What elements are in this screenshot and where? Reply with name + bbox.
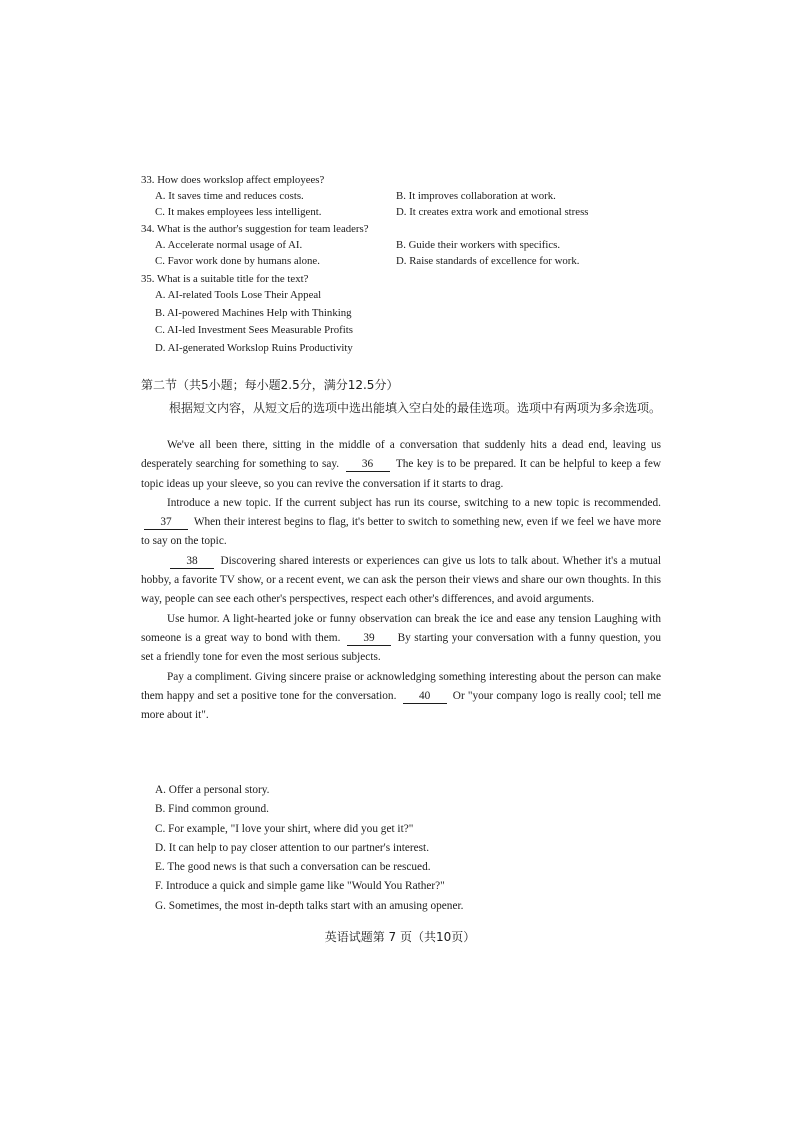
option-c: C. AI-led Investment Sees Measurable Profits (155, 324, 353, 336)
blank-37: 37 (144, 516, 188, 530)
passage-text: We've all been there, sitting in the middle of a conversation that suddenly hits a dead end, leaving us desperately searching for something to say. (141, 439, 661, 471)
blank-39: 39 (347, 632, 391, 646)
answer-option-g: G. Sometimes, the most in-depth talks start with an amusing opener. (155, 899, 464, 912)
option-d: D. It creates extra work and emotional stress (396, 206, 589, 218)
passage-paragraph-3 (141, 552, 661, 610)
answer-option-d: D. It can help to pay closer attention to our partner's interest. (155, 841, 430, 854)
passage-text: Or "your company logo is really cool; tell me more about it". (141, 689, 661, 722)
question-options (141, 188, 661, 220)
option-a: A. Accelerate normal usage of AI. (155, 239, 303, 251)
answer-options (155, 781, 463, 916)
passage-paragraph-5 (141, 668, 661, 726)
passage-paragraph-1 (141, 436, 661, 494)
page-footer: 英语试题第 7 页（共10页） (324, 930, 476, 944)
question-options (141, 237, 661, 269)
option-b: B. AI-powered Machines Help with Thinking (155, 306, 352, 319)
passage-text: When their interest begins to flag, it's better to switch to something new, even if we feel we have more to say on the topic. (141, 516, 662, 548)
option-a: A. It saves time and reduces costs. (155, 190, 304, 202)
question-stem: 35. What is a suitable title for the text? (141, 273, 309, 285)
passage-paragraph-4 (141, 610, 661, 668)
cloze-passage (141, 436, 661, 725)
option-c: C. It makes employees less intelligent. (155, 206, 322, 218)
passage-paragraph-2 (141, 494, 661, 552)
question-stem: 33. How does workslop affect employees? (141, 174, 325, 186)
blank-38: 38 (170, 555, 214, 569)
question-stem: 34. What is the author's suggestion for team leaders? (141, 223, 369, 235)
passage-text: The key is to be prepared. It can be helpful to keep a few topic ideas up your sleeve, so you can revive the conversation if it starts to drag. (141, 458, 662, 490)
option-d: D. Raise standards of excellence for work. (396, 255, 580, 267)
option-d: D. AI-generated Workslop Ruins Productivity (155, 341, 353, 354)
question-35 (141, 271, 661, 357)
blank-40: 40 (403, 690, 447, 704)
question-options (141, 287, 661, 357)
option-b: B. It improves collaboration at work. (396, 190, 556, 202)
blank-36: 36 (346, 458, 390, 472)
passage-text: Use humor. A light-hearted joke or funny observation can break the ice and ease any tension Laughing with someone is a great way to bond with them. (141, 612, 661, 644)
section-instruction: 根据短文内容，从短文后的选项中选出能填入空白处的最佳选项。选项中有两项为多余选项。 (169, 401, 662, 415)
answer-option-e: E. The good news is that such a conversation can be rescued. (155, 861, 431, 874)
section-heading: 第二节（共5小题；每小题2.5分，满分12.5分） (141, 378, 399, 392)
answer-option-c: C. For example, "I love your shirt, where did you get it?" (155, 822, 414, 835)
question-34 (141, 221, 661, 269)
option-b: B. Guide their workers with specifics. (396, 239, 561, 251)
option-c: C. Favor work done by humans alone. (155, 255, 320, 267)
passage-text: By starting your conversation with a funny question, you set a friendly tone for even the most serious subjects. (141, 631, 662, 664)
passage-text: Pay a compliment. Giving sincere praise or acknowledging something interesting about the person can make them happy and set a positive tone for the conversation. (141, 670, 661, 702)
passage-text: Introduce a new topic. If the current subject has run its course, switching to a new topic is recommended. (167, 496, 661, 509)
question-33 (141, 172, 661, 220)
answer-option-b: B. Find common ground. (155, 803, 269, 816)
option-a: A. AI-related Tools Lose Their Appeal (155, 289, 322, 301)
passage-text: Discovering shared interests or experiences can give us lots to talk about. Whether it's a mutual hobby, a favorite TV show, or a recent event, we can ask the person their views and share our own thoughts. In this way, people can see each other's perspectives, respect each other's differences, and avoid arguments. (141, 554, 661, 606)
answer-option-a: A. Offer a personal story. (155, 784, 270, 796)
answer-option-f: F. Introduce a quick and simple game like "Would You Rather?" (155, 880, 445, 893)
